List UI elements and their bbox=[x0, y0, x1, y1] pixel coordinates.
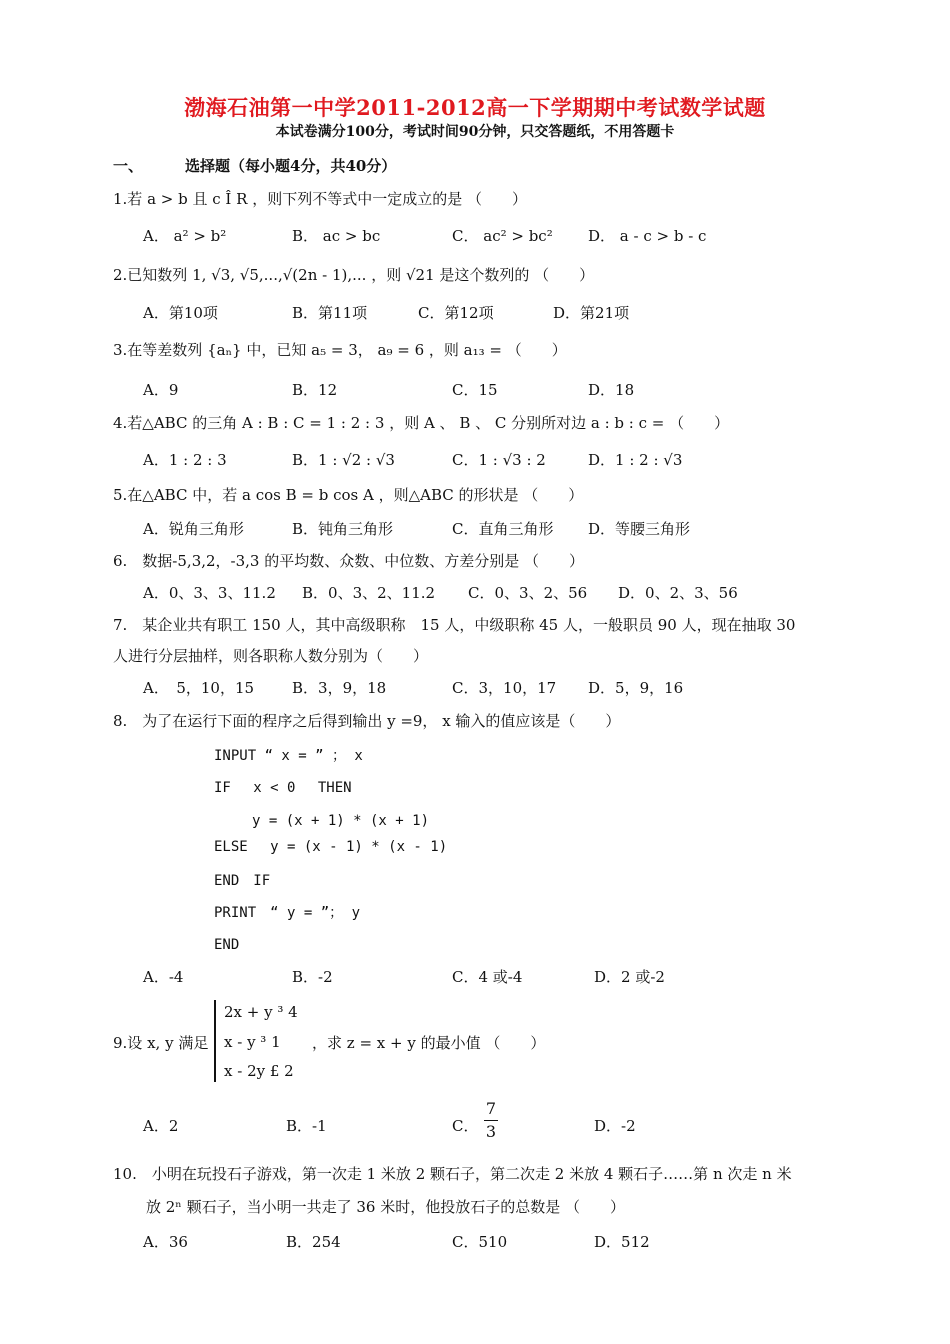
inequality-1: 2x + y ³ 4 bbox=[224, 1003, 298, 1021]
q9-option-c: C． bbox=[452, 1117, 479, 1135]
q4-option-a: A．1 : 2 : 3 bbox=[143, 451, 227, 469]
fraction-numerator: 7 bbox=[485, 1099, 497, 1118]
q7-option-c: C．3，10，17 bbox=[452, 679, 557, 697]
q2-option-b: B．第11项 bbox=[292, 304, 368, 322]
program-line-7: END bbox=[214, 937, 240, 953]
exam-instructions: 本试卷满分100分，考试时间90分钟，只交答题纸，不用答题卡 bbox=[275, 124, 675, 140]
q8-option-c: C．4 或-4 bbox=[452, 968, 523, 986]
question-8-stem: 8. 为了在运行下面的程序之后得到输出 y =9， x 输入的值应该是（ ） bbox=[113, 712, 621, 730]
q3-option-a: A．9 bbox=[143, 381, 179, 399]
q9-option-b: B．-1 bbox=[286, 1117, 327, 1135]
q5-option-b: B．钝角三角形 bbox=[292, 520, 394, 538]
q4-option-c: C．1 : √3 : 2 bbox=[452, 451, 546, 469]
q6-option-b: B．0、3、2、11.2 bbox=[302, 584, 436, 602]
program-line-4: ELSE y = (x - 1) * (x - 1) bbox=[214, 839, 448, 855]
q10-option-b: B．254 bbox=[286, 1233, 341, 1251]
q7-option-a: A． 5，10，15 bbox=[143, 679, 255, 697]
q5-option-c: C．直角三角形 bbox=[452, 520, 554, 538]
q7-option-b: B．3，9，18 bbox=[292, 679, 387, 697]
fraction-denominator: 3 bbox=[485, 1122, 497, 1141]
section-title: 选择题（每小题4分，共40分） bbox=[185, 157, 397, 175]
q3-option-c: C．15 bbox=[452, 381, 498, 399]
inequality-2: x - y ³ 1 bbox=[224, 1033, 281, 1051]
q3-option-d: D．18 bbox=[588, 381, 635, 399]
q10-option-d: D．512 bbox=[594, 1233, 650, 1251]
question-7-stem-cont: 人进行分层抽样，则各职称人数分别为（ ） bbox=[113, 647, 429, 665]
q6-option-a: A．0、3、3、11.2 bbox=[143, 584, 276, 602]
q4-option-b: B．1 : √2 : √3 bbox=[292, 451, 395, 469]
question-10-stem-cont: 放 2ⁿ 颗石子，当小明一共走了 36 米时，他投放石子的总数是 （ ） bbox=[146, 1198, 625, 1216]
q8-option-d: D．2 或-2 bbox=[594, 968, 665, 986]
program-line-2: IF x < 0 THEN bbox=[214, 780, 352, 796]
question-2-stem: 2.已知数列 1, √3, √5,...,√(2n - 1),... ，则 √21 是这个数列的 （ ） bbox=[113, 266, 595, 284]
q3-option-b: B．12 bbox=[292, 381, 338, 399]
question-5-stem: 5.在△ABC 中，若 a cos B = b cos A ，则△ABC 的形状是 （ ） bbox=[113, 486, 584, 504]
q2-option-a: A．第10项 bbox=[143, 304, 218, 322]
q6-option-c: C．0、3、2、56 bbox=[468, 584, 588, 602]
page-title: 渤海石油第一中学2011-2012高一下学期期中考试数学试题 bbox=[184, 95, 766, 120]
q8-option-a: A．-4 bbox=[143, 968, 184, 986]
question-10-stem: 10. 小明在玩投石子游戏，第一次走 1 米放 2 颗石子，第二次走 2 米放 4 颗石子……第 n 次走 n 米 bbox=[113, 1165, 792, 1183]
question-7-stem: 7. 某企业共有职工 150 人，其中高级职称 15 人，中级职称 45 人，一般职员 90 人，现在抽取 30 bbox=[113, 616, 796, 634]
q1-option-c: C． ac² > bc² bbox=[452, 227, 553, 245]
q5-option-a: A．锐角三角形 bbox=[143, 520, 244, 538]
q10-option-c: C．510 bbox=[452, 1233, 508, 1251]
question-9-stem: 9.设 x, y 满足 bbox=[113, 1034, 209, 1052]
q9-option-a: A．2 bbox=[143, 1117, 179, 1135]
q2-option-c: C．第12项 bbox=[418, 304, 494, 322]
q4-option-d: D．1 : 2 : √3 bbox=[588, 451, 683, 469]
q1-option-d: D． a - c > b - c bbox=[588, 227, 707, 245]
q7-option-d: D．5，9，16 bbox=[588, 679, 684, 697]
question-6-stem: 6. 数据-5,3,2，-3,3 的平均数、众数、中位数、方差分别是 （ ） bbox=[113, 552, 585, 570]
inequality-3: x - 2y £ 2 bbox=[224, 1062, 294, 1080]
system-brace bbox=[214, 1000, 220, 1082]
q9-option-c-fraction bbox=[484, 1100, 498, 1141]
q2-option-d: D．第21项 bbox=[553, 304, 630, 322]
program-line-5: END IF bbox=[214, 873, 271, 889]
program-line-6: PRINT “ y = ”； y bbox=[214, 905, 361, 921]
fraction-bar bbox=[484, 1120, 498, 1121]
q6-option-d: D．0、2、3、56 bbox=[618, 584, 738, 602]
q5-option-d: D．等腰三角形 bbox=[588, 520, 691, 538]
program-line-1: INPUT “ x = ” ； x bbox=[214, 748, 363, 764]
q9-option-d: D．-2 bbox=[594, 1117, 636, 1135]
program-line-3: y = (x + 1) * (x + 1) bbox=[252, 813, 430, 829]
question-9-stem-cont: ，求 z = x + y 的最小值 （ ） bbox=[312, 1034, 546, 1052]
q8-option-b: B．-2 bbox=[292, 968, 333, 986]
question-3-stem: 3.在等差数列 {aₙ} 中，已知 a₅ = 3， a₉ = 6 ，则 a₁₃ = （ ） bbox=[113, 341, 567, 359]
question-4-stem: 4.若△ABC 的三角 A : B : C = 1 : 2 : 3 ，则 A 、 B 、 C 分别所对边 a : b : c = （ ） bbox=[113, 414, 730, 432]
section-number: 一、 bbox=[113, 157, 144, 175]
q1-option-b: B． ac > bc bbox=[292, 227, 381, 245]
q10-option-a: A．36 bbox=[143, 1233, 188, 1251]
q1-option-a: A． a² > b² bbox=[143, 227, 227, 245]
question-1-stem: 1.若 a > b 且 c Î R ，则下列不等式中一定成立的是 （ ） bbox=[113, 190, 527, 208]
